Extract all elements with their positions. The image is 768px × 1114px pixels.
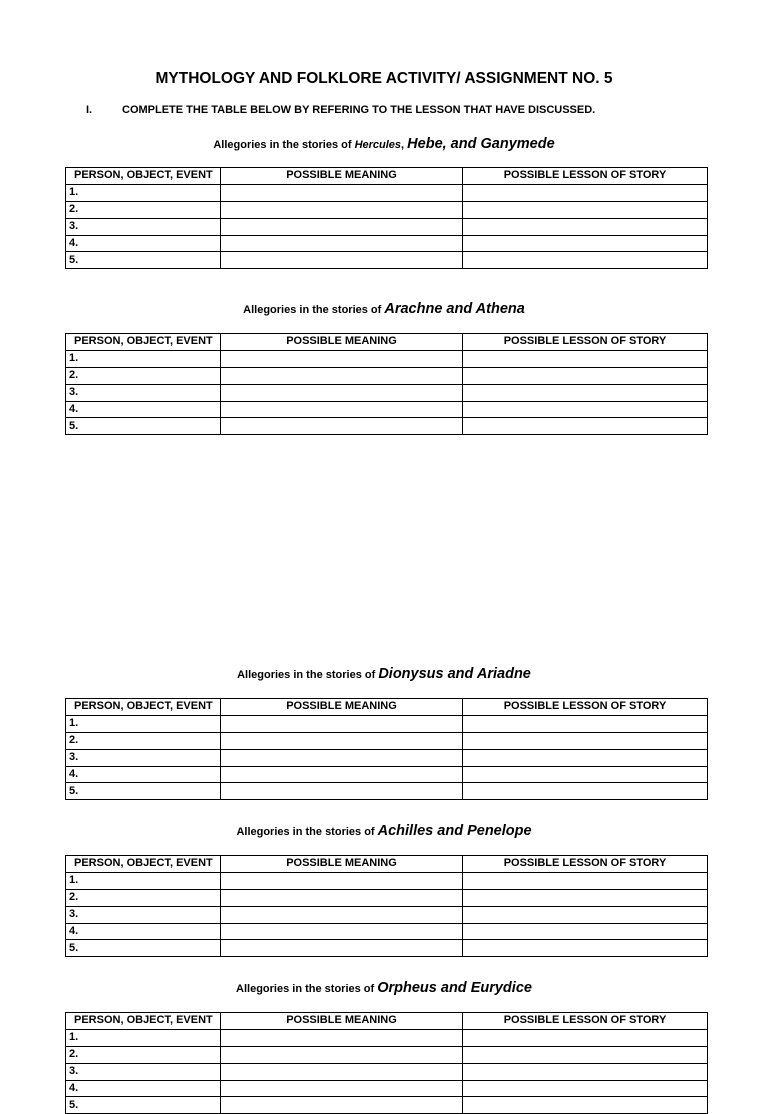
- row-number-cell[interactable]: 5.: [66, 783, 221, 800]
- row-number-cell[interactable]: 5.: [66, 1097, 221, 1114]
- section-heading-prefix: Allegories in the stories of: [237, 669, 379, 681]
- table-header-row: [66, 699, 708, 716]
- meaning-cell[interactable]: [221, 1029, 463, 1046]
- table-header-row: [66, 856, 708, 873]
- instruction-text: COMPLETE THE TABLE BELOW BY REFERING TO THE LESSON THAT HAVE DISCUSSED.: [122, 104, 596, 116]
- row-number-cell[interactable]: 2.: [66, 1046, 221, 1063]
- table-row: [66, 766, 708, 783]
- row-number-cell[interactable]: 3.: [66, 749, 221, 766]
- meaning-cell[interactable]: [221, 872, 463, 889]
- table-row: [66, 889, 708, 906]
- meaning-cell[interactable]: [221, 235, 463, 252]
- meaning-cell[interactable]: [221, 201, 463, 218]
- table-row: [66, 252, 708, 269]
- lesson-cell[interactable]: [463, 715, 708, 732]
- table-row: [66, 218, 708, 235]
- allegory-table: [65, 698, 708, 800]
- lesson-cell[interactable]: [463, 350, 708, 367]
- row-number-cell[interactable]: 2.: [66, 201, 221, 218]
- header-possible-meaning: POSSIBLE MEANING: [221, 699, 463, 716]
- section-heading: [0, 301, 768, 317]
- section-heading-heroes: Arachne and Athena: [384, 301, 525, 317]
- row-number-cell[interactable]: 4.: [66, 235, 221, 252]
- lesson-cell[interactable]: [463, 201, 708, 218]
- header-person-object-event: PERSON, OBJECT, EVENT: [66, 1013, 221, 1030]
- table-header-row: [66, 168, 708, 185]
- section-heading-separator: ,: [401, 139, 408, 151]
- meaning-cell[interactable]: [221, 367, 463, 384]
- lesson-cell[interactable]: [463, 940, 708, 957]
- row-number-cell[interactable]: 4.: [66, 766, 221, 783]
- lesson-cell[interactable]: [463, 889, 708, 906]
- lesson-cell[interactable]: [463, 1029, 708, 1046]
- row-number-cell[interactable]: 1.: [66, 872, 221, 889]
- row-number-cell[interactable]: 2.: [66, 732, 221, 749]
- meaning-cell[interactable]: [221, 350, 463, 367]
- section-heading-prefix: Allegories in the stories of: [213, 139, 355, 151]
- table-row: [66, 715, 708, 732]
- lesson-cell[interactable]: [463, 1046, 708, 1063]
- meaning-cell[interactable]: [221, 940, 463, 957]
- meaning-cell[interactable]: [221, 889, 463, 906]
- meaning-cell[interactable]: [221, 401, 463, 418]
- table-row: [66, 783, 708, 800]
- section-heading-heroes: Dionysus and Ariadne: [378, 666, 531, 682]
- instruction-number: I.: [86, 104, 93, 116]
- lesson-cell[interactable]: [463, 218, 708, 235]
- section-heading-prefix: Allegories in the stories of: [236, 826, 378, 838]
- table-row: [66, 1080, 708, 1097]
- allegory-table: [65, 333, 708, 435]
- table-row: [66, 732, 708, 749]
- lesson-cell[interactable]: [463, 252, 708, 269]
- meaning-cell[interactable]: [221, 1046, 463, 1063]
- section-heading: [0, 980, 768, 996]
- section-heading: [0, 823, 768, 839]
- row-number-cell[interactable]: 4.: [66, 923, 221, 940]
- meaning-cell[interactable]: [221, 749, 463, 766]
- lesson-cell[interactable]: [463, 1063, 708, 1080]
- section-heading-heroes: Hebe, and Ganymede: [407, 136, 555, 152]
- table-row: [66, 749, 708, 766]
- header-possible-lesson: POSSIBLE LESSON OF STORY: [463, 168, 708, 185]
- header-person-object-event: PERSON, OBJECT, EVENT: [66, 856, 221, 873]
- lesson-cell[interactable]: [463, 783, 708, 800]
- table-row: [66, 384, 708, 401]
- row-number-cell[interactable]: 3.: [66, 906, 221, 923]
- header-possible-lesson: POSSIBLE LESSON OF STORY: [463, 856, 708, 873]
- section-heading-heroes: Achilles and Penelope: [377, 823, 532, 839]
- lesson-cell[interactable]: [463, 184, 708, 201]
- table-row: [66, 872, 708, 889]
- table-row: [66, 1097, 708, 1114]
- table-row: [66, 418, 708, 435]
- table-row: [66, 940, 708, 957]
- lesson-cell[interactable]: [463, 872, 708, 889]
- instruction: [86, 104, 595, 116]
- table-row: [66, 1046, 708, 1063]
- row-number-cell[interactable]: 1.: [66, 1029, 221, 1046]
- table-header-row: [66, 1013, 708, 1030]
- row-number-cell[interactable]: 5.: [66, 940, 221, 957]
- section-heading-heroes: Orpheus and Eurydice: [377, 980, 532, 996]
- header-possible-lesson: POSSIBLE LESSON OF STORY: [463, 1013, 708, 1030]
- meaning-cell[interactable]: [221, 766, 463, 783]
- lesson-cell[interactable]: [463, 749, 708, 766]
- allegory-table: [65, 855, 708, 957]
- row-number-cell[interactable]: 1.: [66, 184, 221, 201]
- table-row: [66, 350, 708, 367]
- table-row: [66, 367, 708, 384]
- row-number-cell[interactable]: 3.: [66, 384, 221, 401]
- page-title: MYTHOLOGY AND FOLKLORE ACTIVITY/ ASSIGNMENT NO. 5: [155, 70, 613, 87]
- row-number-cell[interactable]: 5.: [66, 418, 221, 435]
- lesson-cell[interactable]: [463, 418, 708, 435]
- allegory-table: [65, 167, 708, 269]
- row-number-cell[interactable]: 1.: [66, 715, 221, 732]
- lesson-cell[interactable]: [463, 367, 708, 384]
- meaning-cell[interactable]: [221, 384, 463, 401]
- row-number-cell[interactable]: 3.: [66, 218, 221, 235]
- header-possible-meaning: POSSIBLE MEANING: [221, 168, 463, 185]
- row-number-cell[interactable]: 1.: [66, 350, 221, 367]
- header-possible-lesson: POSSIBLE LESSON OF STORY: [463, 334, 708, 351]
- row-number-cell[interactable]: 2.: [66, 367, 221, 384]
- lesson-cell[interactable]: [463, 1080, 708, 1097]
- header-person-object-event: PERSON, OBJECT, EVENT: [66, 334, 221, 351]
- header-possible-meaning: POSSIBLE MEANING: [221, 856, 463, 873]
- meaning-cell[interactable]: [221, 252, 463, 269]
- lesson-cell[interactable]: [463, 384, 708, 401]
- meaning-cell[interactable]: [221, 1080, 463, 1097]
- row-number-cell[interactable]: 5.: [66, 252, 221, 269]
- meaning-cell[interactable]: [221, 923, 463, 940]
- row-number-cell[interactable]: 2.: [66, 889, 221, 906]
- meaning-cell[interactable]: [221, 1097, 463, 1114]
- allegory-table: [65, 1012, 708, 1114]
- meaning-cell[interactable]: [221, 418, 463, 435]
- table-row: [66, 235, 708, 252]
- table-row: [66, 184, 708, 201]
- section-heading: [0, 136, 768, 152]
- row-number-cell[interactable]: 4.: [66, 1080, 221, 1097]
- table-row: [66, 401, 708, 418]
- meaning-cell[interactable]: [221, 732, 463, 749]
- row-number-cell[interactable]: 4.: [66, 401, 221, 418]
- meaning-cell[interactable]: [221, 715, 463, 732]
- table-header-row: [66, 334, 708, 351]
- lesson-cell[interactable]: [463, 401, 708, 418]
- table-row: [66, 906, 708, 923]
- section-heading-prefix: Allegories in the stories of: [243, 304, 385, 316]
- header-possible-lesson: POSSIBLE LESSON OF STORY: [463, 699, 708, 716]
- meaning-cell[interactable]: [221, 184, 463, 201]
- header-possible-meaning: POSSIBLE MEANING: [221, 334, 463, 351]
- table-row: [66, 201, 708, 218]
- meaning-cell[interactable]: [221, 783, 463, 800]
- lesson-cell[interactable]: [463, 923, 708, 940]
- table-row: [66, 923, 708, 940]
- lesson-cell[interactable]: [463, 732, 708, 749]
- header-person-object-event: PERSON, OBJECT, EVENT: [66, 699, 221, 716]
- section-heading-prefix: Allegories in the stories of: [236, 983, 378, 995]
- table-row: [66, 1029, 708, 1046]
- table-row: [66, 1063, 708, 1080]
- row-number-cell[interactable]: 3.: [66, 1063, 221, 1080]
- meaning-cell[interactable]: [221, 906, 463, 923]
- lesson-cell[interactable]: [463, 766, 708, 783]
- meaning-cell[interactable]: [221, 1063, 463, 1080]
- header-possible-meaning: POSSIBLE MEANING: [221, 1013, 463, 1030]
- meaning-cell[interactable]: [221, 218, 463, 235]
- section-heading-hero-minor: Hercules: [354, 139, 402, 151]
- section-heading: [0, 666, 768, 682]
- lesson-cell[interactable]: [463, 235, 708, 252]
- lesson-cell[interactable]: [463, 906, 708, 923]
- header-person-object-event: PERSON, OBJECT, EVENT: [66, 168, 221, 185]
- lesson-cell[interactable]: [463, 1097, 708, 1114]
